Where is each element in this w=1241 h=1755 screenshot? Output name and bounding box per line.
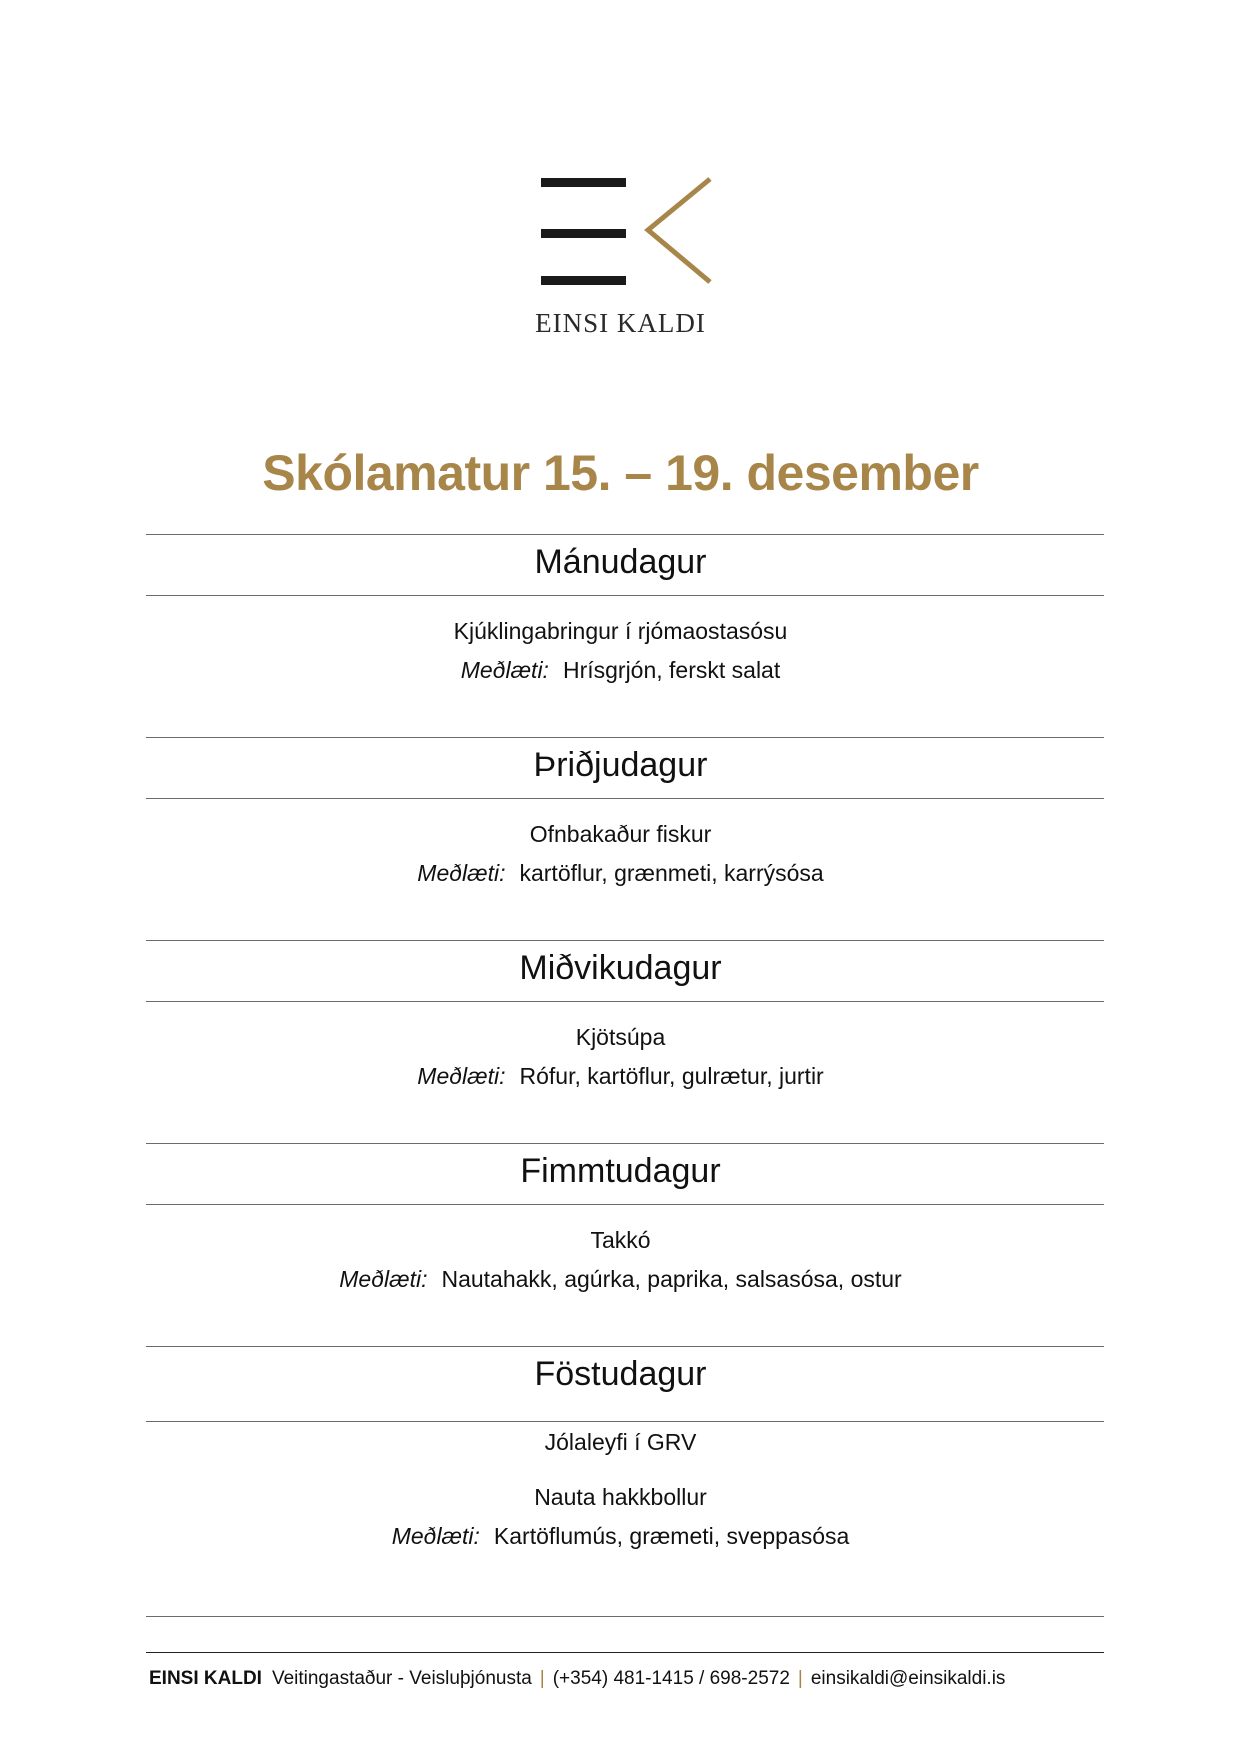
sides: Hrísgrjón, ferskt salat: [562, 657, 781, 683]
divider: [146, 595, 1104, 596]
dish: Kjötsúpa: [575, 1024, 666, 1050]
day-heading: Miðvikudagur: [519, 949, 722, 987]
logo-text: EINSI KALDI: [535, 308, 706, 338]
dish: Ofnbakaður fiskur: [529, 821, 712, 847]
dish: Kjúklingabringur í rjómaostasósu: [453, 618, 788, 644]
sides-line: [0, 1063, 1241, 1090]
separator: |: [797, 1668, 803, 1689]
divider: [146, 798, 1104, 799]
divider: [146, 1204, 1104, 1205]
separator: |: [539, 1668, 545, 1689]
day-heading: Þriðjudagur: [533, 746, 708, 784]
sides-label: Meðlæti:: [460, 657, 549, 683]
divider: [146, 737, 1104, 738]
note: Jólaleyfi í GRV: [544, 1429, 697, 1455]
divider: [146, 940, 1104, 941]
logo-bar: [541, 276, 626, 285]
sides-label: Meðlæti:: [339, 1266, 428, 1292]
logo-chevron-icon: [640, 176, 716, 288]
divider: [146, 1143, 1104, 1144]
sides-line: [0, 657, 1241, 684]
sides: Kartöflumús, græmeti, sveppasósa: [493, 1523, 850, 1549]
divider: [146, 1421, 1104, 1422]
day-heading: Mánudagur: [534, 543, 707, 581]
sides-line: [0, 1523, 1241, 1550]
dish: Nauta hakkbollur: [534, 1484, 707, 1510]
footer-phone: (+354) 481-1415 / 698-2572: [552, 1668, 790, 1689]
footer-brand: EINSI KALDI: [149, 1668, 262, 1689]
divider: [146, 1346, 1104, 1347]
logo-bar: [541, 229, 626, 238]
divider: [146, 1001, 1104, 1002]
sides-line: [0, 1266, 1241, 1293]
footer: [149, 1668, 1005, 1690]
sides: kartöflur, grænmeti, karrýsósa: [519, 860, 824, 886]
day-heading: Föstudagur: [534, 1355, 707, 1393]
sides-line: [0, 860, 1241, 887]
footer-tagline: Veitingastaður - Veisluþjónusta: [271, 1668, 532, 1689]
footer-divider: [146, 1652, 1104, 1653]
sides: Nautahakk, agúrka, paprika, salsasósa, ostur: [441, 1266, 902, 1292]
page-title: Skólamatur 15. – 19. desember: [262, 445, 979, 501]
footer-email: einsikaldi@einsikaldi.is: [810, 1668, 1006, 1689]
dish: Takkó: [590, 1227, 651, 1253]
sides-label: Meðlæti:: [417, 1063, 506, 1089]
sides-label: Meðlæti:: [417, 860, 506, 886]
divider: [146, 534, 1104, 535]
logo-bar: [541, 178, 626, 187]
sides: Rófur, kartöflur, gulrætur, jurtir: [519, 1063, 824, 1089]
sides-label: Meðlæti:: [391, 1523, 480, 1549]
day-heading: Fimmtudagur: [520, 1152, 721, 1190]
divider: [146, 1616, 1104, 1617]
